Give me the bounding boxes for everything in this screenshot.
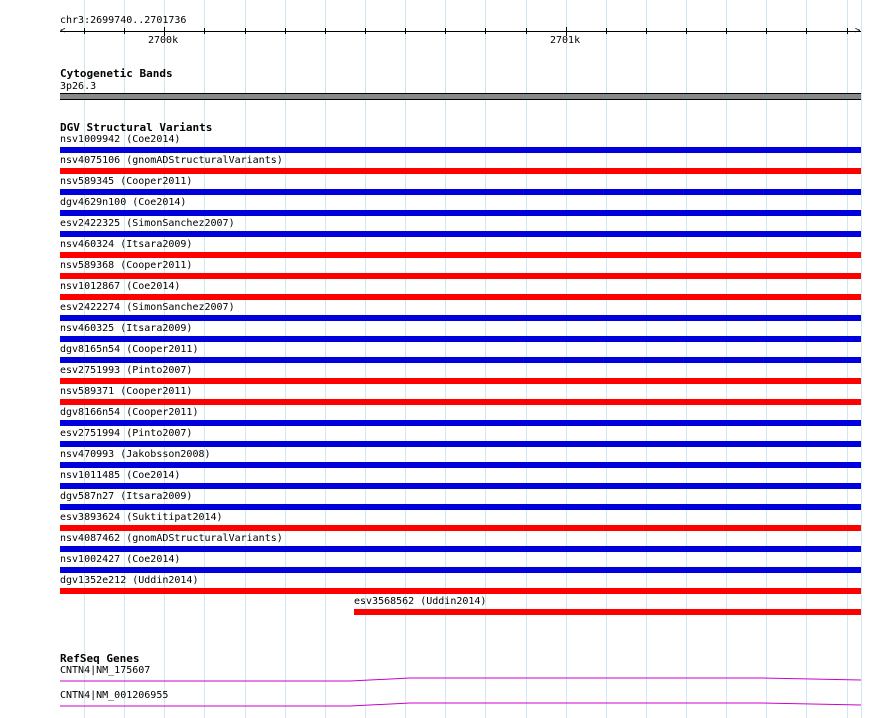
ruler-minor-tick [445, 28, 446, 34]
dgv-feature-label[interactable]: esv2422274 (SimonSanchez2007) [60, 302, 235, 313]
dgv-feature-bar[interactable] [60, 546, 861, 552]
dgv-feature-label[interactable]: nsv4075106 (gnomADStructuralVariants) [60, 155, 283, 166]
ruler-minor-tick [686, 28, 687, 34]
dgv-feature-bar[interactable] [60, 168, 861, 174]
ruler-tick-label: 2701k [550, 35, 581, 46]
cytoband-label: 3p26.3 [60, 81, 97, 92]
ruler-minor-tick [245, 28, 246, 34]
dgv-feature-bar[interactable] [60, 336, 861, 342]
dgv-feature-label[interactable]: nsv1012867 (Coe2014) [60, 281, 181, 292]
dgv-feature-bar[interactable] [60, 315, 861, 321]
refseq-gene-line [60, 678, 861, 681]
ruler-minor-tick [646, 28, 647, 34]
dgv-feature-label[interactable]: nsv589368 (Cooper2011) [60, 260, 193, 271]
dgv-feature-bar[interactable] [60, 273, 861, 279]
dgv-feature-bar[interactable] [60, 399, 861, 405]
dgv-feature-label[interactable]: dgv8166n54 (Cooper2011) [60, 407, 199, 418]
dgv-feature-bar[interactable] [60, 588, 861, 594]
dgv-feature-label[interactable]: esv2422325 (SimonSanchez2007) [60, 218, 235, 229]
refseq-gene-label[interactable]: CNTN4|NM_175607 [60, 665, 151, 676]
dgv-feature-bar[interactable] [60, 147, 861, 153]
ruler-minor-tick [405, 28, 406, 34]
ruler-left-arrow: < [60, 26, 66, 36]
ruler-minor-tick [485, 28, 486, 34]
dgv-feature-bar[interactable] [354, 609, 861, 615]
dgv-feature-bar[interactable] [60, 441, 861, 447]
dgv-feature-bar[interactable] [60, 483, 861, 489]
dgv-feature-label[interactable]: nsv589345 (Cooper2011) [60, 176, 193, 187]
dgv-feature-label[interactable]: nsv589371 (Cooper2011) [60, 386, 193, 397]
dgv-feature-bar[interactable] [60, 378, 861, 384]
ruler-minor-tick [766, 28, 767, 34]
ruler-right-arrow: > [855, 26, 861, 36]
dgv-feature-bar[interactable] [60, 210, 861, 216]
dgv-feature-label[interactable]: nsv1009942 (Coe2014) [60, 134, 181, 145]
dgv-feature-bar[interactable] [60, 567, 861, 573]
ruler-minor-tick [847, 28, 848, 34]
dgv-feature-bar[interactable] [60, 462, 861, 468]
refseq-gene-label[interactable]: CNTN4|NM_001206955 [60, 690, 169, 701]
ruler-minor-tick [84, 28, 85, 34]
ruler-minor-tick [204, 28, 205, 34]
dgv-feature-bar[interactable] [60, 189, 861, 195]
region-label: chr3:2699740..2701736 [60, 15, 187, 26]
dgv-feature-label[interactable]: nsv1011485 (Coe2014) [60, 470, 181, 481]
refseq-track-title[interactable]: RefSeq Genes [60, 652, 140, 665]
dgv-feature-bar[interactable] [60, 357, 861, 363]
ruler-minor-tick [325, 28, 326, 34]
dgv-feature-label[interactable]: esv3893624 (Suktitipat2014) [60, 512, 223, 523]
dgv-feature-bar[interactable] [60, 252, 861, 258]
dgv-feature-label[interactable]: nsv460324 (Itsara2009) [60, 239, 193, 250]
cytoband-track-title[interactable]: Cytogenetic Bands [60, 67, 173, 80]
grid-line [861, 0, 862, 718]
ruler-minor-tick [726, 28, 727, 34]
dgv-feature-bar[interactable] [60, 525, 861, 531]
dgv-feature-label[interactable]: esv3568562 (Uddin2014) [354, 596, 487, 607]
dgv-feature-bar[interactable] [60, 231, 861, 237]
ruler-minor-tick [806, 28, 807, 34]
dgv-feature-label[interactable]: dgv587n27 (Itsara2009) [60, 491, 193, 502]
dgv-feature-label[interactable]: nsv4087462 (gnomADStructuralVariants) [60, 533, 283, 544]
ruler-minor-tick [124, 28, 125, 34]
ruler-tick-label: 2700k [148, 35, 179, 46]
dgv-track-title[interactable]: DGV Structural Variants [60, 121, 213, 134]
dgv-feature-label[interactable]: nsv470993 (Jakobsson2008) [60, 449, 211, 460]
ruler-minor-tick [606, 28, 607, 34]
dgv-feature-bar[interactable] [60, 294, 861, 300]
ruler-minor-tick [526, 28, 527, 34]
dgv-feature-label[interactable]: dgv8165n54 (Cooper2011) [60, 344, 199, 355]
ruler-axis [60, 31, 861, 32]
dgv-feature-label[interactable]: dgv4629n100 (Coe2014) [60, 197, 187, 208]
dgv-feature-label[interactable]: esv2751993 (Pinto2007) [60, 365, 193, 376]
cytoband-bar[interactable] [60, 93, 861, 100]
dgv-feature-bar[interactable] [60, 504, 861, 510]
dgv-feature-label[interactable]: esv2751994 (Pinto2007) [60, 428, 193, 439]
dgv-feature-label[interactable]: nsv1002427 (Coe2014) [60, 554, 181, 565]
ruler-minor-tick [285, 28, 286, 34]
dgv-feature-label[interactable]: dgv1352e212 (Uddin2014) [60, 575, 199, 586]
dgv-feature-bar[interactable] [60, 420, 861, 426]
ruler-minor-tick [365, 28, 366, 34]
refseq-gene-line [60, 703, 861, 706]
dgv-feature-label[interactable]: nsv460325 (Itsara2009) [60, 323, 193, 334]
